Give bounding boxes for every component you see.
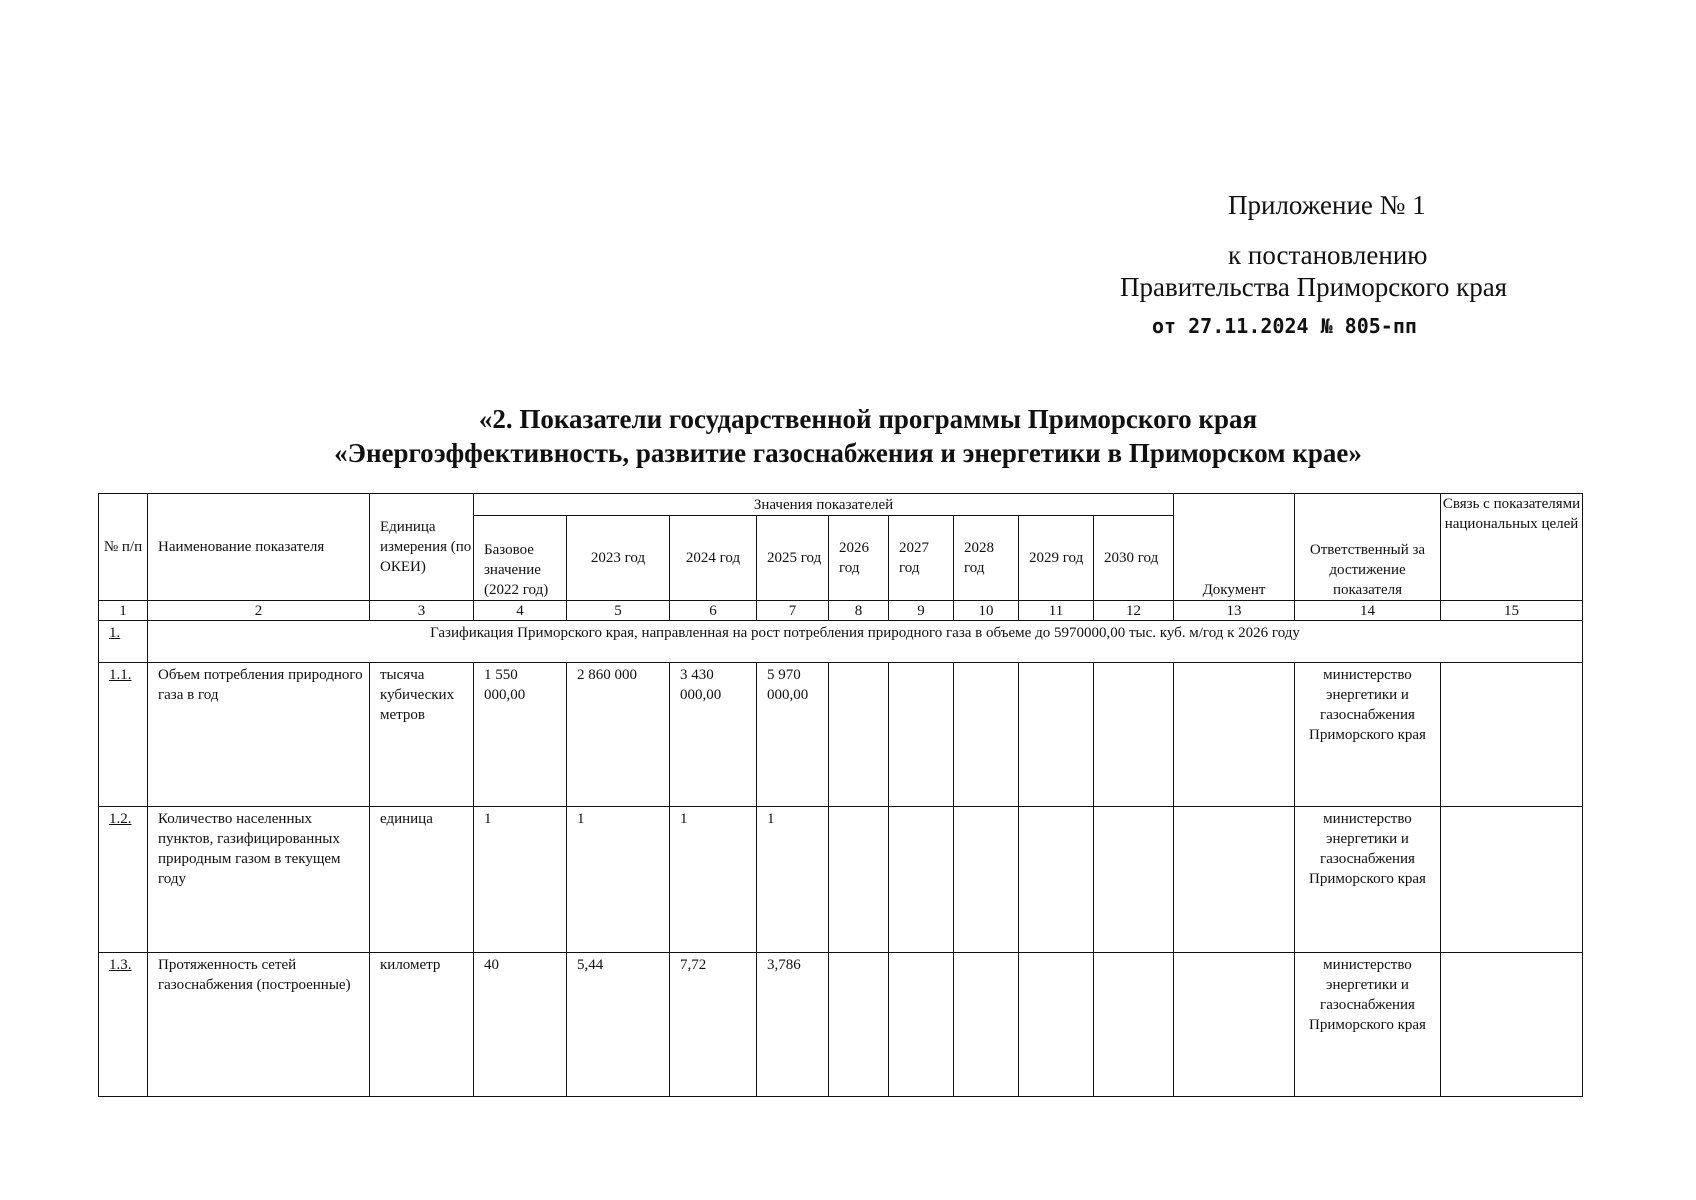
row-2024: 1	[670, 807, 757, 953]
row-name: Протяженность сетей газоснабжения (построенные)	[148, 953, 370, 1097]
column-number: 14	[1295, 601, 1441, 621]
document-title-line-1: «2. Показатели государственной программы Приморского края	[478, 404, 1258, 434]
column-number: 12	[1094, 601, 1174, 621]
row-2026	[829, 807, 889, 953]
row-2025: 5 970 000,00	[757, 663, 829, 807]
row-unit: километр	[370, 953, 474, 1097]
header-2030: 2030 год	[1094, 516, 1174, 601]
row-link	[1441, 953, 1583, 1097]
row-2027	[889, 663, 954, 807]
header-values-group: Значения показателей	[474, 494, 1174, 516]
header-2024: 2024 год	[670, 516, 757, 601]
section-num: 1.	[99, 621, 148, 663]
header-num: № п/п	[99, 494, 148, 601]
document-title	[0, 402, 1696, 470]
row-unit: единица	[370, 807, 474, 953]
row-2026	[829, 663, 889, 807]
row-2028	[954, 807, 1019, 953]
row-2023: 5,44	[567, 953, 670, 1097]
row-2024: 7,72	[670, 953, 757, 1097]
header-name: Наименование показателя	[148, 494, 370, 601]
row-num: 1.2.	[99, 807, 148, 953]
row-2030	[1094, 663, 1174, 807]
row-name: Количество населенных пунктов, газифицированных природным газом в текущем году	[148, 807, 370, 953]
column-number: 5	[567, 601, 670, 621]
row-2027	[889, 953, 954, 1097]
header-link: Связь с показателями национальных целей	[1441, 494, 1583, 601]
row-responsible: министерство энергетики и газоснабжения Приморского края	[1295, 953, 1441, 1097]
row-link	[1441, 663, 1583, 807]
appendix-government-line: Правительства Приморского края	[1120, 272, 1508, 302]
appendix-title: Приложение № 1	[1228, 190, 1426, 220]
section-row	[99, 621, 1583, 663]
header-base: Базовое значение (2022 год)	[474, 516, 567, 601]
row-document	[1174, 807, 1295, 953]
row-base: 1 550 000,00	[474, 663, 567, 807]
appendix-date-stamp: от 27.11.2024 № 805-пп	[1152, 314, 1417, 338]
row-name: Объем потребления природного газа в год	[148, 663, 370, 807]
table-row	[99, 953, 1583, 1097]
column-number: 11	[1019, 601, 1094, 621]
row-document	[1174, 663, 1295, 807]
header-responsible: Ответственный за достижение показателя	[1295, 494, 1441, 601]
row-link	[1441, 807, 1583, 953]
column-number: 10	[954, 601, 1019, 621]
column-number: 9	[889, 601, 954, 621]
row-2028	[954, 663, 1019, 807]
row-2024: 3 430 000,00	[670, 663, 757, 807]
header-2026: 2026 год	[829, 516, 889, 601]
column-number: 1	[99, 601, 148, 621]
header-document: Документ	[1174, 494, 1295, 601]
row-2028	[954, 953, 1019, 1097]
row-2023: 1	[567, 807, 670, 953]
header-unit: Единица измерения (по ОКЕИ)	[370, 494, 474, 601]
row-base: 40	[474, 953, 567, 1097]
document-title-line-2: «Энергоэффективность, развитие газоснабжения и энергетики в Приморском крае»	[334, 438, 1362, 468]
table-row	[99, 663, 1583, 807]
header-2023: 2023 год	[567, 516, 670, 601]
column-number: 15	[1441, 601, 1583, 621]
row-responsible: министерство энергетики и газоснабжения Приморского края	[1295, 663, 1441, 807]
column-number: 7	[757, 601, 829, 621]
header-2027: 2027 год	[889, 516, 954, 601]
header-2028: 2028 год	[954, 516, 1019, 601]
header-2025: 2025 год	[757, 516, 829, 601]
column-number: 13	[1174, 601, 1295, 621]
column-numbers-row	[99, 601, 1583, 621]
row-2029	[1019, 807, 1094, 953]
row-2029	[1019, 953, 1094, 1097]
row-document	[1174, 953, 1295, 1097]
row-2023: 2 860 000	[567, 663, 670, 807]
row-unit: тысяча кубических метров	[370, 663, 474, 807]
row-responsible: министерство энергетики и газоснабжения Приморского края	[1295, 807, 1441, 953]
column-number: 2	[148, 601, 370, 621]
header-2029: 2029 год	[1019, 516, 1094, 601]
row-2025: 1	[757, 807, 829, 953]
row-2029	[1019, 663, 1094, 807]
row-num: 1.3.	[99, 953, 148, 1097]
row-num: 1.1.	[99, 663, 148, 807]
row-2030	[1094, 953, 1174, 1097]
row-2025: 3,786	[757, 953, 829, 1097]
column-number: 6	[670, 601, 757, 621]
row-2030	[1094, 807, 1174, 953]
section-title: Газификация Приморского края, направленная на рост потребления природного газа в объеме до 5970000,00 тыс. куб. м/год к 2026 году	[148, 621, 1583, 663]
appendix-resolution-line: к постановлению	[1228, 240, 1428, 270]
indicators-table	[98, 493, 1583, 1097]
row-base: 1	[474, 807, 567, 953]
column-number: 8	[829, 601, 889, 621]
row-2026	[829, 953, 889, 1097]
column-number: 3	[370, 601, 474, 621]
table-row	[99, 807, 1583, 953]
column-number: 4	[474, 601, 567, 621]
row-2027	[889, 807, 954, 953]
